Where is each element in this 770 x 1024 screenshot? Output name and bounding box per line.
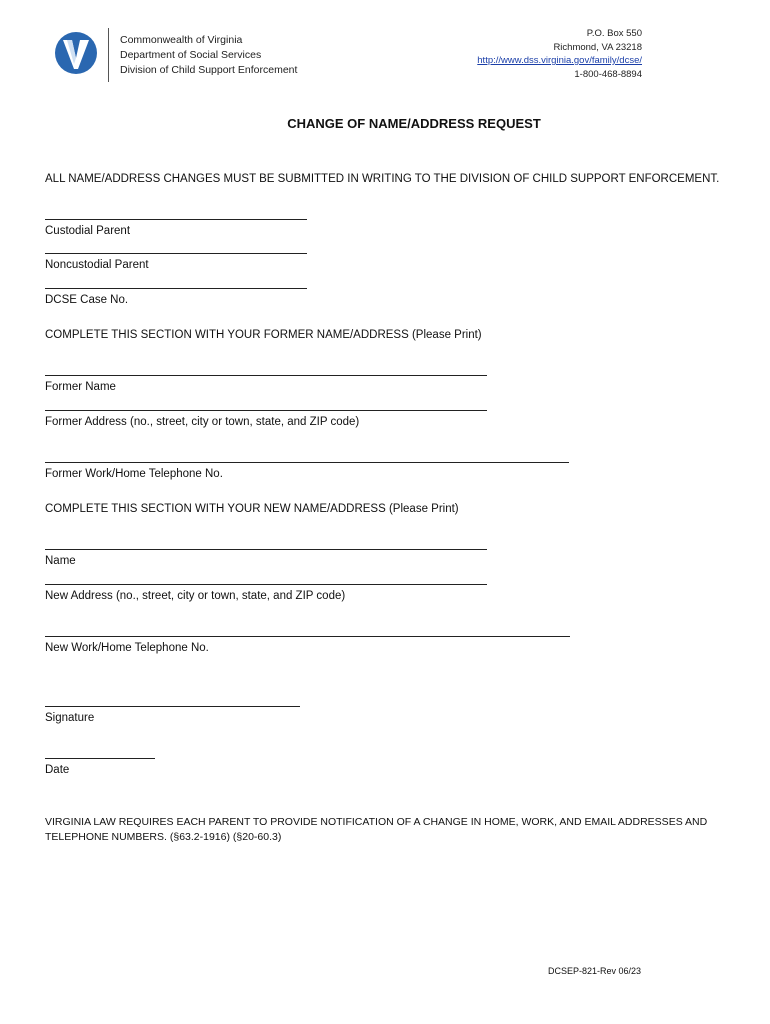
signature-label: Signature (45, 712, 95, 724)
new-name-label: Name (45, 555, 76, 567)
noncustodial-parent-label: Noncustodial Parent (45, 259, 149, 271)
agency-name-block (120, 33, 297, 78)
noncustodial-parent-line[interactable] (45, 253, 307, 254)
agency-line-department: Department of Social Services (120, 49, 262, 61)
agency-line-commonwealth: Commonwealth of Virginia (120, 34, 243, 46)
former-phone-label: Former Work/Home Telephone No. (45, 468, 223, 480)
custodial-parent-label: Custodial Parent (45, 225, 131, 237)
former-section-heading: COMPLETE THIS SECTION WITH YOUR FORMER NAME/ADDRESS (Please Print) (45, 329, 482, 341)
agency-line-division: Division of Child Support Enforcement (120, 64, 298, 76)
date-line[interactable] (45, 758, 155, 759)
signature-line[interactable] (45, 706, 300, 707)
website-link[interactable]: http://www.dss.virginia.gov/family/dcse/ (477, 55, 642, 66)
new-phone-label: New Work/Home Telephone No. (45, 642, 209, 654)
case-number-label: DCSE Case No. (45, 294, 129, 306)
city-state-zip: Richmond, VA 23218 (553, 41, 642, 53)
former-address-line[interactable] (45, 410, 487, 411)
case-number-line[interactable] (45, 288, 307, 289)
header-divider (108, 28, 109, 82)
former-name-line[interactable] (45, 375, 487, 376)
po-box: P.O. Box 550 (586, 28, 642, 39)
virginia-v-logo-icon (54, 31, 98, 75)
former-name-label: Former Name (45, 381, 116, 393)
new-address-line[interactable] (45, 584, 487, 585)
legal-notice: VIRGINIA LAW REQUIRES EACH PARENT TO PROVIDE NOTIFICATION OF A CHANGE IN HOME, WORK, AND EMAIL ADDRESSES AND TELEPHONE NUMBERS. (§63.2-1916) (§20-60.3) (45, 816, 708, 843)
new-address-label: New Address (no., street, city or town, state, and ZIP code) (45, 590, 346, 602)
phone-number: 1-800-468-8894 (574, 68, 642, 80)
date-label: Date (45, 764, 70, 776)
new-phone-line[interactable] (45, 636, 570, 637)
former-phone-line[interactable] (45, 462, 569, 463)
new-name-line[interactable] (45, 549, 487, 550)
custodial-parent-line[interactable] (45, 219, 307, 220)
new-section-heading: COMPLETE THIS SECTION WITH YOUR NEW NAME/ADDRESS (Please Print) (45, 503, 459, 515)
former-address-label: Former Address (no., street, city or town, state, and ZIP code) (45, 416, 360, 428)
form-number: DCSEP-821-Rev 06/23 (547, 966, 641, 976)
contact-block (477, 27, 642, 81)
form-title: CHANGE OF NAME/ADDRESS REQUEST (287, 116, 541, 131)
instruction-text: ALL NAME/ADDRESS CHANGES MUST BE SUBMITTED IN WRITING TO THE DIVISION OF CHILD SUPPORT ENFORCEMENT. (45, 173, 720, 185)
